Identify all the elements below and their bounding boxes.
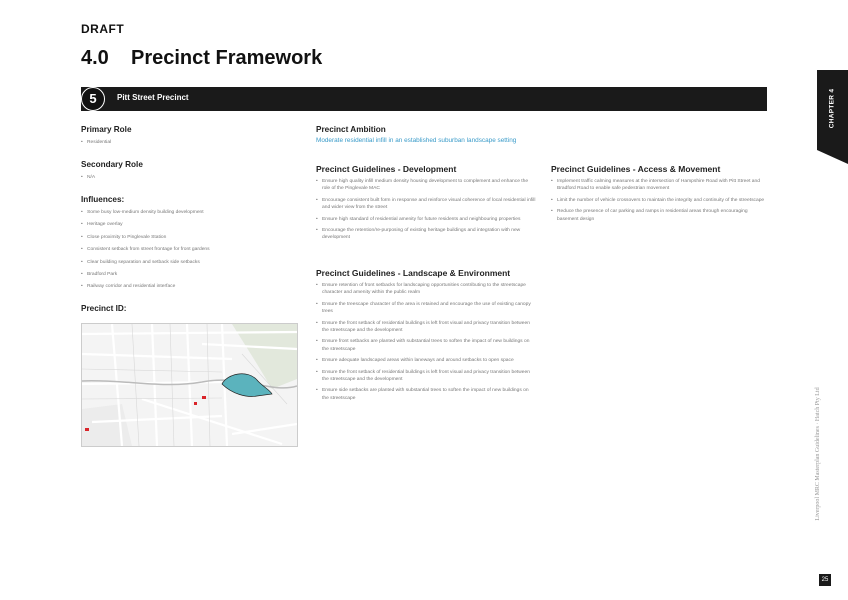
section-number: 4.0 xyxy=(81,47,109,69)
list-item: • Clear building separation and setback side setbacks xyxy=(81,259,286,266)
list-item: • Ensure front setbacks are planted with substantial trees to soften the impact of new buildings on the streetscape xyxy=(316,338,536,353)
list-item: • Encourage consistent built form in response and reinforce visual coherence of local residential infill and wider view from the street xyxy=(316,197,536,212)
list-item: • Heritage overlay xyxy=(81,221,286,228)
list-item: • Consistent setback from street frontage for front gardens xyxy=(81,246,286,253)
influences-list xyxy=(81,209,286,296)
ambition-heading: Precinct Ambition xyxy=(316,125,386,134)
list-item: • Limit the number of vehicle crossovers to maintain the integrity and continuity of the streetscape xyxy=(551,197,766,204)
list-item: • Ensure high quality infill medium density housing development to complement and enhance the role of the Pinglevale MAC xyxy=(316,178,536,193)
primary-role-list xyxy=(81,139,281,150)
list-item: • Encourage the retention/re-purposing of existing heritage buildings and integration with new development xyxy=(316,227,536,242)
side-footer-text: Liverpool MRC Masterplan Guidelines · Hatch Pty Ltd xyxy=(815,387,821,521)
list-item: • Ensure the front setback of residential buildings is left front visual and privacy transition between the streetscape and the development xyxy=(316,320,536,335)
primary-role-heading: Primary Role xyxy=(81,125,132,134)
precinct-number-badge: 5 xyxy=(81,87,105,111)
development-list xyxy=(316,178,536,246)
chapter-tab-label: CHAPTER 4 xyxy=(828,88,836,129)
ambition-text: Moderate residential infill in an established suburban landscape setting xyxy=(316,137,517,144)
section-title: Precinct Framework xyxy=(131,47,323,69)
precinct-map-graphic xyxy=(82,324,297,446)
page-title xyxy=(81,47,322,70)
list-item: • Ensure the front setback of residential buildings is left front visual and privacy transition between the streetscape and the development xyxy=(316,369,536,384)
draft-label: DRAFT xyxy=(81,22,125,36)
precinct-id-heading: Precinct ID: xyxy=(81,304,127,313)
access-heading: Precinct Guidelines - Access & Movement xyxy=(551,164,721,174)
secondary-role-heading: Secondary Role xyxy=(81,160,143,169)
list-item: • N/A xyxy=(81,174,281,181)
list-item: • Some busy low-medium density building development xyxy=(81,209,286,216)
list-item: • Ensure high standard of residential amenity for future residents and neighbouring properties xyxy=(316,216,536,223)
list-item: • Residential xyxy=(81,139,281,146)
list-item: • Reduce the presence of car parking and ramps in residential areas through encouraging basement design xyxy=(551,208,766,223)
page-number: 25 xyxy=(819,574,831,586)
landscape-heading: Precinct Guidelines - Landscape & Environment xyxy=(316,268,511,278)
precinct-map xyxy=(81,323,298,447)
development-heading: Precinct Guidelines - Development xyxy=(316,164,457,174)
access-list xyxy=(551,178,766,227)
precinct-name: Pitt Street Precinct xyxy=(117,93,189,102)
list-item: • Ensure the treescape character of the area is retained and encourage the use of existing canopy trees xyxy=(316,301,536,316)
list-item: • Implement traffic calming measures at the intersection of Hampshire Road with Pitt Street and Bradford Road to enable safe pedestrian movement xyxy=(551,178,766,193)
list-item: • Ensure adequate landscaped areas within laneways and around setbacks to open space xyxy=(316,357,536,364)
list-item: • Close proximity to Pinglevale Station xyxy=(81,234,286,241)
list-item: • Ensure retention of front setbacks for landscaping opportunities contributing to the streetscape character and amenity within the public realm xyxy=(316,282,536,297)
influences-heading: Influences: xyxy=(81,195,125,204)
landscape-list xyxy=(316,282,536,406)
secondary-role-list xyxy=(81,174,281,185)
chapter-tab-point xyxy=(817,150,848,164)
list-item: • Bradford Park xyxy=(81,271,286,278)
list-item: • Railway corridor and residential interface xyxy=(81,283,286,290)
list-item: • Ensure side setbacks are planted with substantial trees to soften the impact of new buildings on the streetscape xyxy=(316,387,536,402)
